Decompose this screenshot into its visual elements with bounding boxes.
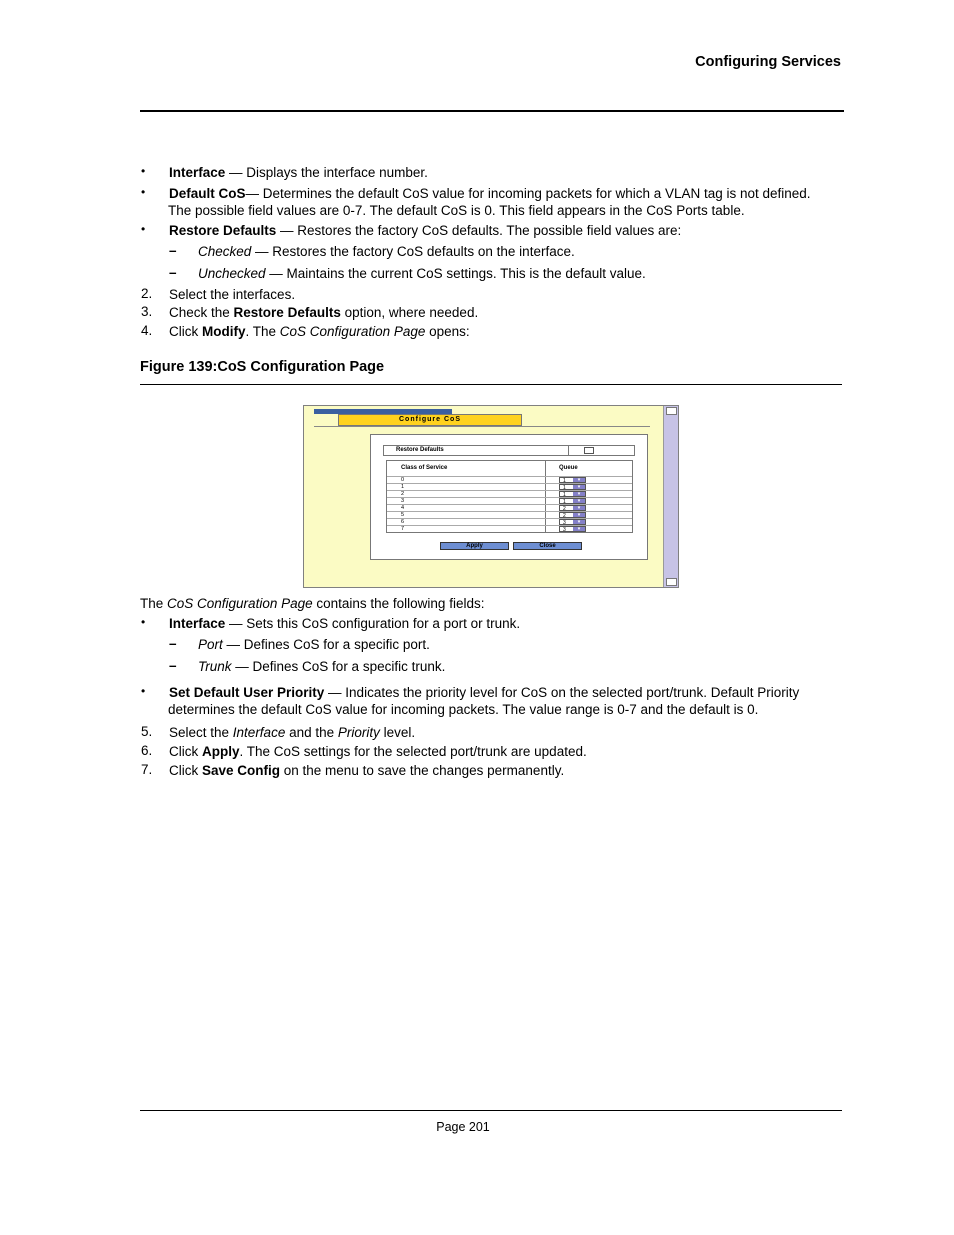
step-text: Click <box>169 763 202 778</box>
bullet-term: Default CoS <box>169 186 246 201</box>
cos-value: 5 <box>401 512 405 518</box>
cos-value: 4 <box>401 505 405 511</box>
chevron-down-icon: ▾ <box>573 492 585 496</box>
dash-glyph: – <box>169 243 177 258</box>
queue-value: 1 <box>563 492 566 498</box>
bullet-text: — Determines the default CoS value for incoming packets for which a VLAN tag is not defined. <box>245 186 811 201</box>
option-unchecked <box>198 265 646 282</box>
chevron-down-icon: ▾ <box>573 478 585 482</box>
step-number: 6. <box>141 743 153 758</box>
bullet-interface <box>169 164 428 181</box>
step-number: 3. <box>141 304 153 319</box>
step-2 <box>169 286 295 303</box>
bullet-continuation: The possible field values are 0-7. The default CoS is 0. This field appears in the CoS Ports table. <box>168 203 745 218</box>
cos-panel <box>370 434 648 560</box>
queue-value: 3 <box>563 520 566 526</box>
step-text: Select the interfaces. <box>169 287 296 302</box>
step-bold: Modify <box>202 324 246 339</box>
step-italic: Interface <box>232 725 286 740</box>
step-4 <box>169 323 470 340</box>
intro-italic: CoS Configuration Page <box>167 596 313 611</box>
bullet-term: Restore Defaults <box>169 223 277 238</box>
option-text: — Defines CoS for a specific trunk. <box>231 659 446 674</box>
option-text: — Restores the factory CoS defaults on the interface. <box>251 244 575 259</box>
cos-value: 6 <box>401 519 405 525</box>
queue-value: 2 <box>563 513 566 519</box>
step-text: and the <box>285 725 338 740</box>
bullet-glyph: • <box>141 684 146 698</box>
bullet-glyph: • <box>141 185 146 199</box>
step-number: 7. <box>141 762 153 777</box>
step-text: . The CoS settings for the selected port/trunk are updated. <box>239 744 587 759</box>
step-text: Click <box>169 324 202 339</box>
step-text: . The <box>245 324 280 339</box>
table-row <box>387 525 632 533</box>
step-bold: Restore Defaults <box>233 305 341 320</box>
restore-sep <box>568 446 569 455</box>
option-port <box>198 636 430 653</box>
figure-rule <box>140 384 842 385</box>
bullet-continuation: determines the default CoS value for incoming packets. The value range is 0-7 and the default is 0. <box>168 702 759 717</box>
option-trunk <box>198 658 445 675</box>
bullet-term: Interface <box>169 616 226 631</box>
col-header-queue: Queue <box>559 465 578 471</box>
option-checked <box>198 243 575 260</box>
dash-glyph: – <box>169 265 177 280</box>
step-5 <box>169 724 415 741</box>
step-number: 2. <box>141 286 153 301</box>
figure-title: Figure 139:CoS Configuration Page <box>140 359 385 375</box>
dash-glyph: – <box>169 636 177 651</box>
step-bold: Apply <box>202 744 240 759</box>
running-header: Configuring Services <box>695 54 841 70</box>
bullet-term: Interface <box>169 165 226 180</box>
queue-value: 1 <box>563 499 566 505</box>
intro-text: contains the following fields: <box>312 596 485 611</box>
bullet-default-cos <box>169 185 811 202</box>
step-text: on the menu to save the changes permanently. <box>280 763 565 778</box>
close-button: Close <box>513 542 582 550</box>
screenshot-scrollbar <box>663 406 678 587</box>
step-number: 5. <box>141 724 153 739</box>
bullet-interface-field <box>169 615 520 632</box>
footer-rule <box>140 1110 842 1111</box>
configure-cos-tab: Configure CoS <box>338 414 522 426</box>
chevron-down-icon: ▾ <box>573 485 585 489</box>
step-7 <box>169 762 564 779</box>
cos-value: 0 <box>401 477 405 483</box>
option-term: Unchecked <box>198 266 266 281</box>
step-text: Check the <box>169 305 234 320</box>
chevron-down-icon: ▾ <box>573 506 585 510</box>
step-3 <box>169 304 478 321</box>
step-number: 4. <box>141 323 153 338</box>
bullet-term: Set Default User Priority <box>169 685 325 700</box>
dash-glyph: – <box>169 658 177 673</box>
step-text: level. <box>379 725 416 740</box>
bullet-text: — Indicates the priority level for CoS on the selected port/trunk. Default Priority <box>324 685 800 700</box>
chevron-down-icon: ▾ <box>573 527 585 531</box>
page-number: Page 201 <box>436 1120 490 1134</box>
step-bold: Save Config <box>202 763 281 778</box>
bullet-glyph: • <box>141 164 146 178</box>
fields-intro <box>140 595 484 612</box>
step-text: Click <box>169 744 202 759</box>
bullet-text: — Restores the factory CoS defaults. The possible field values are: <box>276 223 682 238</box>
restore-defaults-label: Restore Defaults <box>396 447 444 453</box>
intro-text: The <box>140 596 168 611</box>
queue-value: 1 <box>563 485 566 491</box>
chevron-down-icon: ▾ <box>573 513 585 517</box>
bullet-text: — Sets this CoS configuration for a port or trunk. <box>225 616 521 631</box>
col-header-class: Class of Service <box>401 465 448 471</box>
bullet-default-user-priority <box>169 684 799 701</box>
bullet-glyph: • <box>141 615 146 629</box>
option-text: — Maintains the current CoS settings. This is the default value. <box>265 266 646 281</box>
step-italic: Priority <box>337 725 380 740</box>
queue-value: 2 <box>563 506 566 512</box>
bullet-restore-defaults <box>169 222 681 239</box>
cos-value: 7 <box>401 526 405 532</box>
scroll-up-arrow <box>666 407 677 415</box>
bullet-text: — Displays the interface number. <box>225 165 428 180</box>
cos-value: 3 <box>401 498 405 504</box>
option-text: — Defines CoS for a specific port. <box>222 637 430 652</box>
option-term: Port <box>198 637 223 652</box>
scroll-down-arrow <box>666 578 677 586</box>
cos-value: 2 <box>401 491 405 497</box>
option-term: Trunk <box>198 659 232 674</box>
cos-table <box>386 460 633 533</box>
chevron-down-icon: ▾ <box>573 520 585 524</box>
step-6 <box>169 743 587 760</box>
bullet-glyph: • <box>141 222 146 236</box>
step-text: opens: <box>425 324 470 339</box>
cos-value: 1 <box>401 484 405 490</box>
header-rule <box>140 110 844 112</box>
step-text: Select the <box>169 725 233 740</box>
option-term: Checked <box>198 244 252 259</box>
cos-screenshot <box>303 405 679 588</box>
restore-defaults-checkbox <box>584 447 594 454</box>
chevron-down-icon: ▾ <box>573 499 585 503</box>
queue-value: 1 <box>563 478 566 484</box>
queue-select <box>559 526 586 532</box>
step-text: option, where needed. <box>340 305 479 320</box>
apply-button: Apply <box>440 542 509 550</box>
tab-underline <box>314 426 650 427</box>
step-italic: CoS Configuration Page <box>279 324 426 339</box>
restore-defaults-row <box>383 445 635 456</box>
queue-value: 3 <box>563 527 566 533</box>
